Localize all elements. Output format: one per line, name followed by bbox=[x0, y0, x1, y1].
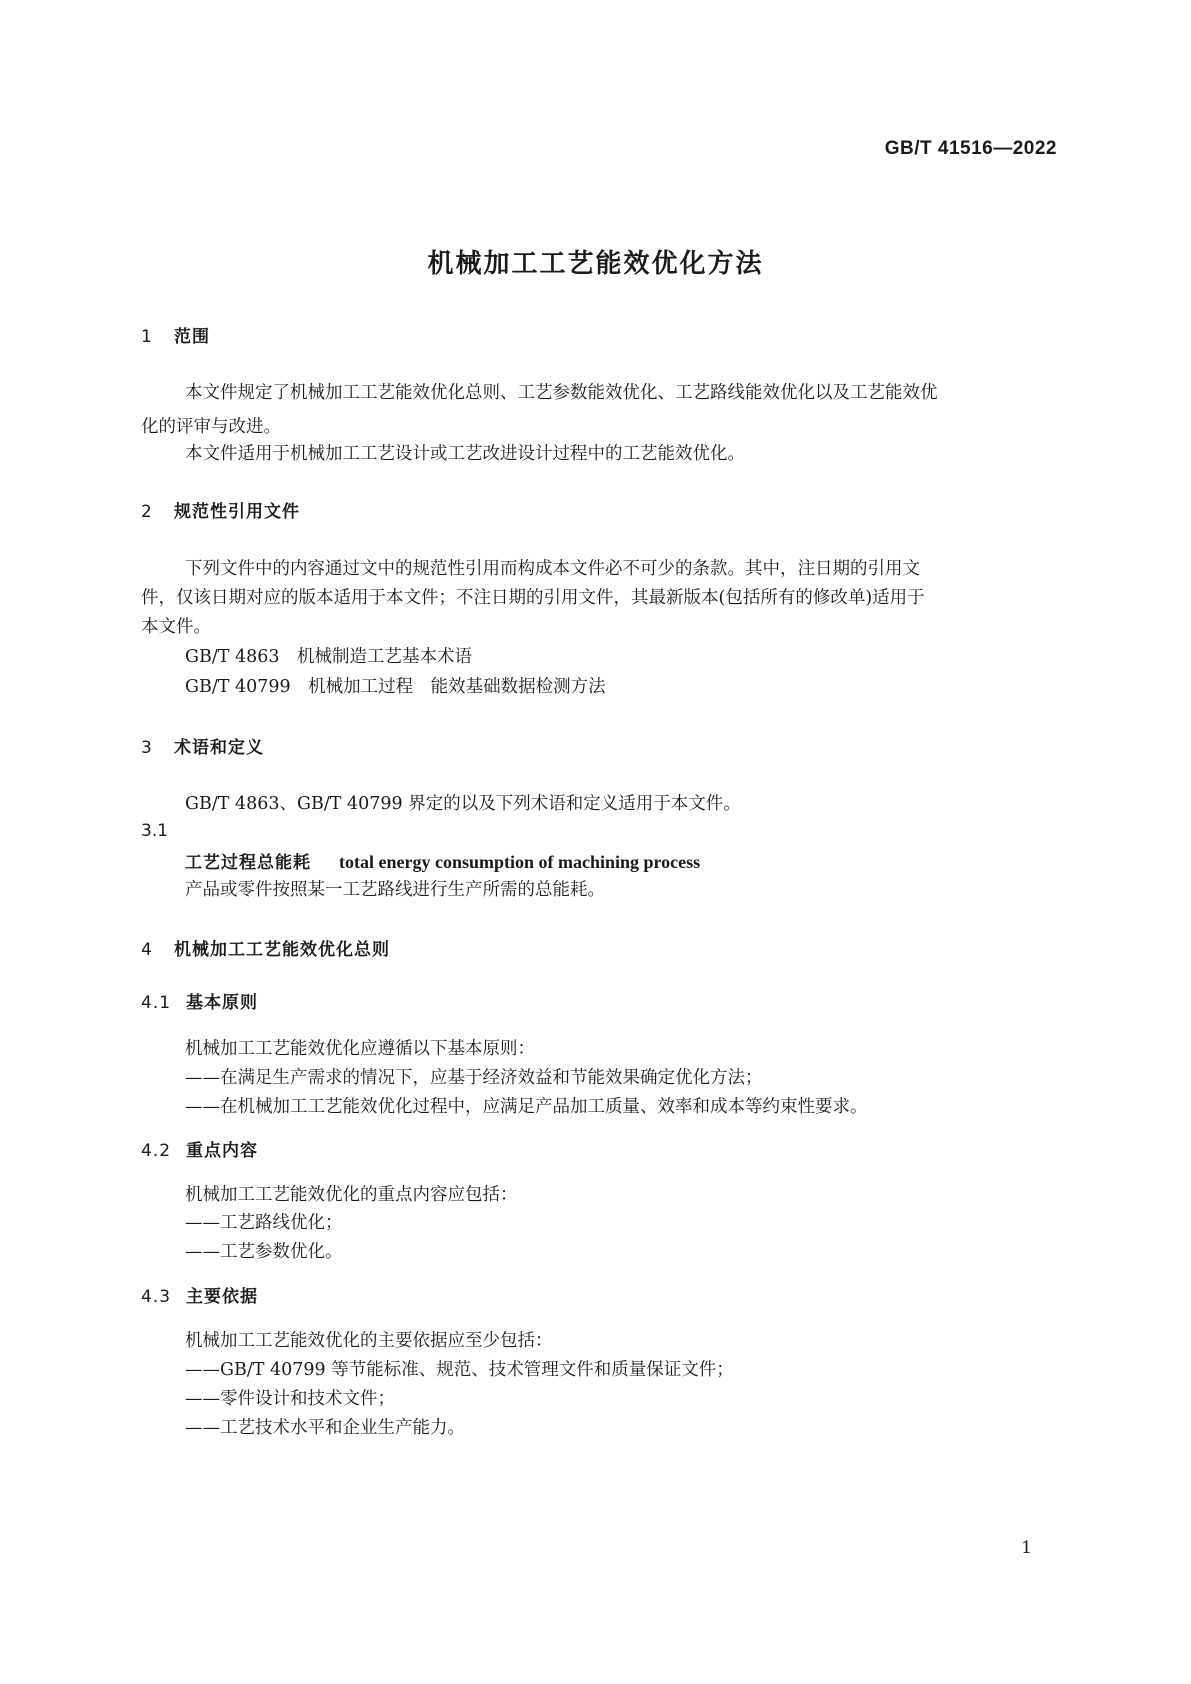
subsection-number: 4.2 bbox=[141, 1141, 172, 1161]
list-item: ——工艺技术水平和企业生产能力。 bbox=[185, 1418, 465, 1438]
subsection-4-2-heading bbox=[141, 1136, 258, 1161]
term-english: total energy consumption of machining process bbox=[339, 852, 701, 872]
list-item: ——GB/T 40799 等节能标准、规范、技术管理文件和质量保证文件； bbox=[185, 1360, 734, 1380]
term-definition: 产品或零件按照某一工艺路线进行生产所需的总能耗。 bbox=[185, 880, 605, 900]
section-number: 3 bbox=[141, 738, 153, 758]
reference-1: GB/T 4863 机械制造工艺基本术语 bbox=[185, 647, 473, 667]
section-number: 1 bbox=[141, 327, 153, 347]
section-4-heading bbox=[141, 935, 390, 960]
section-title: 规范性引用文件 bbox=[174, 502, 300, 522]
section-title: 术语和定义 bbox=[174, 738, 264, 758]
terms-intro: GB/T 4863、GB/T 40799 界定的以及下列术语和定义适用于本文件。 bbox=[185, 794, 741, 814]
subsection-number: 4.3 bbox=[141, 1287, 172, 1307]
basis-intro: 机械加工工艺能效优化的主要依据应至少包括： bbox=[185, 1331, 553, 1351]
document-title: 机械加工工艺能效优化方法 bbox=[427, 249, 764, 279]
normative-paragraph-line-1: 下列文件中的内容通过文中的规范性引用而构成本文件必不可少的条款。其中，注日期的引用文 bbox=[185, 559, 920, 579]
section-1-heading bbox=[141, 322, 210, 347]
section-number: 4 bbox=[141, 940, 153, 960]
scope-paragraph-1-line-2: 化的评审与改进。 bbox=[141, 417, 281, 437]
normative-paragraph-line-2: 件，仅该日期对应的版本适用于本文件；不注日期的引用文件，其最新版本(包括所有的修改单)适用于 bbox=[141, 588, 925, 608]
section-title: 机械加工工艺能效优化总则 bbox=[174, 940, 390, 960]
standard-code: GB/T 41516—2022 bbox=[884, 138, 1057, 159]
term-chinese: 工艺过程总能耗 bbox=[185, 853, 311, 873]
list-item: ——在满足生产需求的情况下，应基于经济效益和节能效果确定优化方法； bbox=[185, 1068, 763, 1088]
scope-paragraph-2: 本文件适用于机械加工工艺设计或工艺改进设计过程中的工艺能效优化。 bbox=[185, 444, 745, 464]
list-item: ——工艺参数优化。 bbox=[185, 1242, 343, 1262]
list-item: ——工艺路线优化； bbox=[185, 1213, 343, 1233]
subsection-4-1-heading bbox=[141, 988, 258, 1013]
subsection-4-3-heading bbox=[141, 1282, 258, 1307]
section-3-heading bbox=[141, 733, 264, 758]
term-number: 3.1 bbox=[141, 821, 169, 841]
term-entry bbox=[185, 848, 700, 873]
subsection-number: 4.1 bbox=[141, 993, 172, 1013]
section-title: 范围 bbox=[174, 327, 210, 347]
section-number: 2 bbox=[141, 502, 153, 522]
subsection-title: 主要依据 bbox=[186, 1287, 258, 1307]
list-item: ——在机械加工工艺能效优化过程中，应满足产品加工质量、效率和成本等约束性要求。 bbox=[185, 1097, 868, 1117]
scope-paragraph-1-line-1: 本文件规定了机械加工工艺能效优化总则、工艺参数能效优化、工艺路线能效优化以及工艺能效优 bbox=[185, 383, 938, 403]
subsection-title: 重点内容 bbox=[186, 1141, 258, 1161]
list-item: ——零件设计和技术文件； bbox=[185, 1389, 395, 1409]
key-content-intro: 机械加工工艺能效优化的重点内容应包括： bbox=[185, 1185, 518, 1205]
section-2-heading bbox=[141, 497, 300, 522]
page-number: 1 bbox=[1021, 1538, 1032, 1558]
normative-paragraph-line-3: 本文件。 bbox=[141, 617, 211, 637]
reference-2: GB/T 40799 机械加工过程 能效基础数据检测方法 bbox=[185, 677, 606, 697]
principles-intro: 机械加工工艺能效优化应遵循以下基本原则： bbox=[185, 1039, 535, 1059]
subsection-title: 基本原则 bbox=[186, 993, 258, 1013]
